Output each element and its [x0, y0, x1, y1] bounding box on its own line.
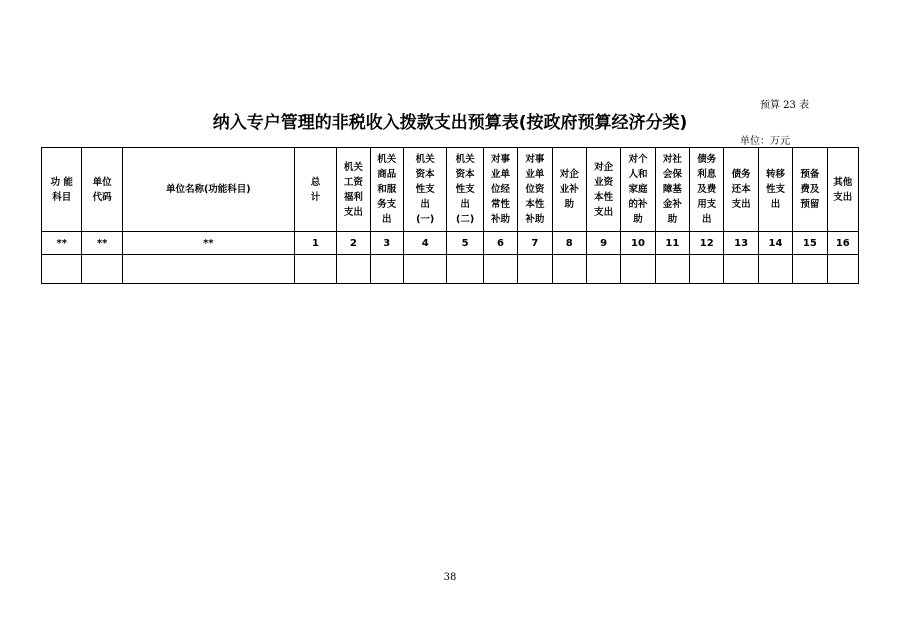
column-header-line: 本性 — [594, 191, 614, 203]
column-header-line: 利息 — [697, 169, 717, 180]
table-cell[interactable] — [403, 255, 446, 284]
column-header-5 — [370, 148, 403, 232]
page-number: 38 — [443, 572, 457, 583]
column-header-line: 业单 — [490, 169, 510, 180]
column-header-line: 补助 — [525, 214, 545, 225]
column-header-line: 助 — [633, 214, 643, 225]
column-header-line: 债务 — [697, 154, 717, 165]
table-cell[interactable] — [518, 255, 552, 284]
column-code-1: ** — [82, 232, 122, 255]
column-header-line: 对个 — [628, 154, 648, 165]
column-header-line: 计 — [310, 191, 321, 203]
column-code-3: 1 — [294, 232, 336, 255]
column-header-line: 障基 — [662, 184, 682, 195]
column-header-line: 出 — [460, 199, 470, 210]
table-code-row — [42, 232, 859, 255]
column-header-line: 对事 — [490, 154, 510, 165]
column-header-9 — [518, 148, 552, 232]
column-header-line: 助 — [564, 199, 574, 210]
column-header-line: 转移 — [765, 169, 785, 180]
column-header-10 — [552, 148, 586, 232]
column-header-line: 业单 — [525, 169, 545, 180]
column-code-12: 10 — [621, 232, 655, 255]
table-cell[interactable] — [655, 255, 689, 284]
column-header-12 — [621, 148, 655, 232]
table-cell[interactable] — [758, 255, 792, 284]
column-header-line: 业资 — [594, 176, 614, 188]
column-header-16 — [758, 148, 792, 232]
column-header-line: 机关 — [343, 161, 363, 173]
column-header-line: 补助 — [490, 214, 510, 225]
table-cell[interactable] — [294, 255, 336, 284]
unit-label: 单位：万元 — [740, 136, 790, 147]
column-header-0 — [42, 148, 82, 232]
column-header-3 — [294, 148, 336, 232]
column-header-11 — [586, 148, 620, 232]
column-header-line: 出 — [420, 199, 430, 210]
column-header-line: 对社 — [662, 154, 682, 165]
column-code-5: 3 — [370, 232, 403, 255]
column-header-1 — [82, 148, 122, 232]
table-cell[interactable] — [122, 255, 294, 284]
column-header-line: 性支 — [415, 184, 435, 195]
table-cell[interactable] — [690, 255, 724, 284]
table-cell[interactable] — [82, 255, 122, 284]
column-code-15: 13 — [724, 232, 758, 255]
column-header-18 — [827, 148, 858, 232]
column-header-line: 支出 — [731, 199, 751, 210]
column-header-line: 功 能 — [50, 176, 73, 188]
column-code-18: 16 — [827, 232, 858, 255]
table-cell[interactable] — [621, 255, 655, 284]
column-header-line: 出 — [382, 214, 392, 225]
column-header-line: 位资 — [525, 184, 545, 195]
column-header-line: 支出 — [343, 206, 363, 218]
column-header-line: 人和 — [628, 169, 648, 180]
budget-table — [41, 147, 859, 284]
column-header-line: 其他 — [833, 176, 853, 188]
column-header-line: 预备 — [800, 169, 820, 180]
column-header-line: 单位 — [92, 176, 112, 188]
column-header-line: 还本 — [731, 184, 751, 195]
form-number: 预算 23 表 — [760, 100, 810, 111]
column-header-line: 出 — [701, 214, 712, 225]
column-code-16: 14 — [758, 232, 792, 255]
column-header-line: 出 — [770, 199, 781, 210]
column-header-line: 商品 — [377, 169, 397, 180]
table-data-row — [42, 255, 859, 284]
column-header-line: 单位名称(功能科目) — [165, 184, 251, 195]
table-cell[interactable] — [793, 255, 827, 284]
column-header-4 — [337, 148, 370, 232]
column-header-line: 位经 — [490, 184, 510, 195]
column-header-line: 本性 — [525, 199, 545, 210]
column-code-6: 4 — [403, 232, 446, 255]
column-header-line: 预留 — [800, 199, 820, 210]
column-header-line: 总 — [310, 176, 321, 188]
table-cell[interactable] — [337, 255, 370, 284]
table-cell[interactable] — [370, 255, 403, 284]
column-header-line: 和服 — [377, 184, 397, 195]
column-header-line: 资本 — [415, 169, 435, 180]
column-header-line: 对事 — [525, 154, 545, 165]
column-code-8: 6 — [483, 232, 517, 255]
column-code-14: 12 — [690, 232, 724, 255]
table-cell[interactable] — [447, 255, 483, 284]
column-code-9: 7 — [518, 232, 552, 255]
column-code-11: 9 — [586, 232, 620, 255]
column-header-line: 用支 — [697, 199, 717, 210]
column-header-7 — [447, 148, 483, 232]
column-header-line: 及费 — [697, 184, 717, 195]
column-header-line: 支出 — [594, 206, 614, 218]
column-header-line: 业补 — [559, 184, 579, 195]
column-code-17: 15 — [793, 232, 827, 255]
column-header-line: 支出 — [833, 191, 853, 203]
column-header-line: 金补 — [662, 199, 682, 210]
column-header-line: 性支 — [765, 184, 785, 195]
column-code-2: ** — [122, 232, 294, 255]
column-header-line: 工资 — [343, 176, 363, 188]
column-header-line: 福利 — [343, 191, 363, 203]
column-header-line: 家庭 — [628, 184, 648, 195]
column-code-13: 11 — [655, 232, 689, 255]
column-header-line: 的补 — [628, 199, 648, 210]
column-header-line: 资本 — [455, 169, 475, 180]
column-header-line: (二) — [456, 214, 475, 225]
column-header-line: 机关 — [377, 154, 397, 165]
table-cell[interactable] — [724, 255, 758, 284]
column-header-2 — [122, 148, 294, 232]
table-header-row — [42, 148, 859, 232]
column-header-line: 代码 — [92, 191, 112, 203]
column-header-line: 机关 — [455, 154, 475, 165]
page-title: 纳入专户管理的非税收入拨款支出预算表(按政府预算经济分类) — [212, 113, 688, 133]
column-header-line: 务支 — [377, 199, 397, 210]
column-code-0: ** — [42, 232, 82, 255]
column-header-14 — [690, 148, 724, 232]
column-code-4: 2 — [337, 232, 370, 255]
column-header-line: 会保 — [662, 169, 682, 180]
column-header-line: 常性 — [490, 199, 510, 210]
column-header-17 — [793, 148, 827, 232]
column-header-15 — [724, 148, 758, 232]
table-cell[interactable] — [586, 255, 620, 284]
column-code-7: 5 — [447, 232, 483, 255]
table-cell[interactable] — [552, 255, 586, 284]
table-cell[interactable] — [827, 255, 858, 284]
table-cell[interactable] — [483, 255, 517, 284]
table-cell[interactable] — [42, 255, 82, 284]
column-header-8 — [483, 148, 517, 232]
column-header-line: 对企 — [559, 169, 579, 180]
column-header-line: 科目 — [52, 191, 72, 203]
column-header-line: 债务 — [731, 169, 751, 180]
column-header-line: 助 — [667, 214, 678, 225]
column-header-line: 对企 — [594, 161, 614, 173]
column-header-line: 费及 — [800, 184, 820, 195]
column-header-line: 性支 — [455, 184, 475, 195]
column-header-line: 机关 — [415, 154, 435, 165]
column-header-6 — [403, 148, 446, 232]
column-code-10: 8 — [552, 232, 586, 255]
column-header-line: (一) — [416, 214, 435, 225]
column-header-13 — [655, 148, 689, 232]
